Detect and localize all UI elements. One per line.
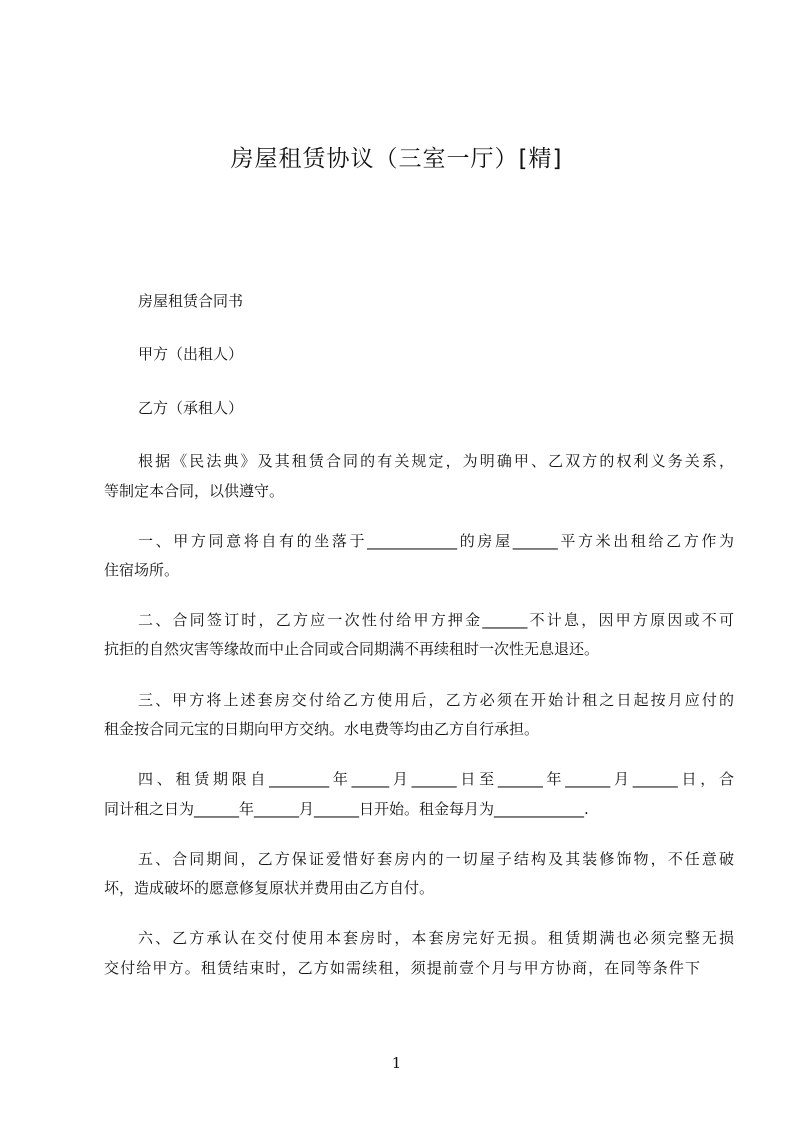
clause-4-line-2: 同计租之日为______年______月______日开始。租金每月为____________.: [104, 800, 589, 818]
document-title: 房屋租赁协议（三室一厅）[精]: [230, 146, 563, 172]
party-a-label: 甲方（出租人）: [138, 345, 244, 363]
preamble-line-1: 根据《民法典》及其租赁合同的有关规定，为明确甲、乙双方的权利义务关系，: [138, 452, 734, 470]
page-number: 1: [391, 1054, 402, 1072]
preamble-line-2: 等制定本合同，以供遵守。: [104, 482, 285, 500]
clause-1-line-1: 一、甲方同意将自有的坐落于____________的房屋______平方米出租给乙方作为: [138, 532, 734, 550]
clause-2-line-1: 二、合同签订时，乙方应一次性付给甲方押金______不计息，因甲方原因或不可: [138, 611, 734, 629]
clause-2-line-2: 抗拒的自然灾害等缘故而中止合同或合同期满不再续租时一次性无息退还。: [104, 640, 600, 658]
clause-1-line-2: 住宿场所。: [104, 561, 180, 579]
clause-5-line-2: 坏，造成破坏的愿意修复原状并费用由乙方自付。: [104, 879, 435, 897]
clause-3-line-2: 租金按合同元宝的日期向甲方交纳。水电费等均由乙方自行承担。: [104, 720, 540, 738]
clause-4-line-1: 四、租赁期限自________年_____月______日至______年______月______日，合: [138, 770, 734, 788]
clause-3-line-1: 三、甲方将上述套房交付给乙方使用后，乙方必须在开始计租之日起按月应付的: [138, 691, 734, 709]
party-b-label: 乙方（承租人）: [138, 399, 244, 417]
clause-6-line-1: 六、乙方承认在交付使用本套房时，本套房完好无损。租赁期满也必须完整无损: [138, 929, 734, 947]
clause-6-line-2: 交付给甲方。租赁结束时，乙方如需续租，须提前壹个月与甲方协商，在同等条件下: [104, 959, 700, 977]
clause-5-line-1: 五、合同期间，乙方保证爱惜好套房内的一切屋子结构及其装修饰物，不任意破: [138, 850, 734, 868]
contract-heading: 房屋租赁合同书: [138, 292, 244, 310]
